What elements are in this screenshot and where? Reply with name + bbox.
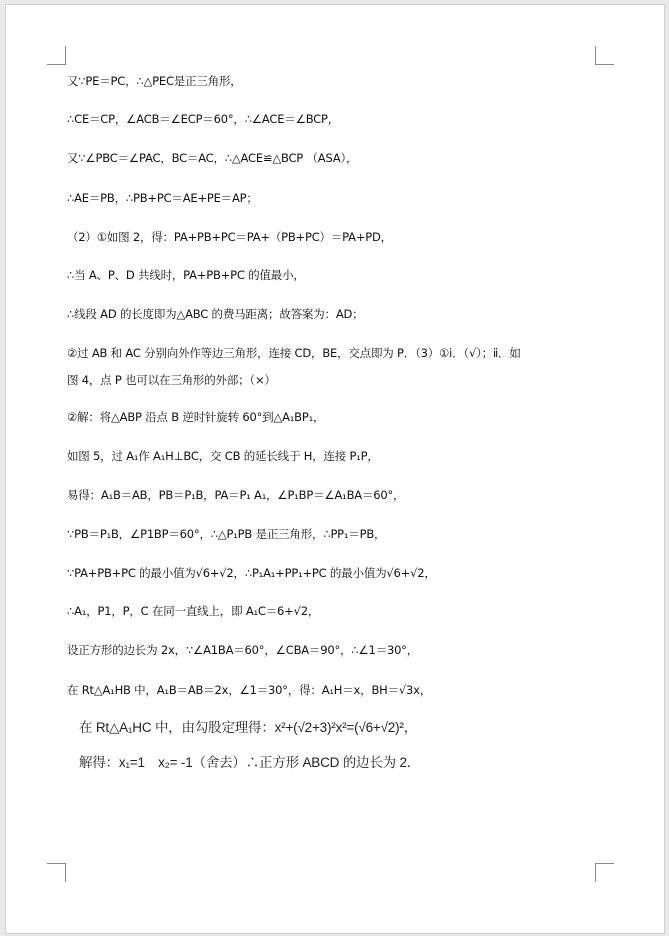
- margin-mark-top-right: [595, 46, 614, 65]
- text-line: 如图 5，过 A₁作 A₁H⊥BC，交 CB 的延长线于 H，连接 P₁P，: [67, 449, 379, 463]
- text-line: 又∵PE＝PC，∴△PEC是正三角形，: [67, 74, 242, 88]
- text-line: 图 4，点 P 也可以在三角形的外部；（×）: [67, 373, 276, 387]
- margin-mark-bottom-left: [47, 863, 66, 882]
- text-line: ∴A₁，P1，P，C 在同一直线上，即 A₁C＝6+√2，: [67, 604, 320, 618]
- text-line: 在 Rt△A₁HC 中，由勾股定理得：x²+(√2+3)²x²=(√6+√2)²，: [79, 720, 418, 735]
- document-page: [5, 4, 665, 934]
- text-line: 解得：x₁=1 x₂= -1（舍去）∴正方形 ABCD 的边长为 2．: [79, 755, 421, 770]
- text-line: ∴AE＝PB，∴PB+PC＝AE+PE＝AP；: [67, 191, 258, 205]
- text-line: ∴当 A、P、D 共线时，PA+PB+PC 的值最小，: [67, 268, 305, 282]
- text-line: ∴CE＝CP，∠ACB＝∠ECP＝60°，∴∠ACE＝∠BCP，: [67, 112, 340, 126]
- text-line: 易得：A₁B＝AB，PB＝P₁B，PA＝P₁ A₁，∠P₁BP＝∠A₁BA＝60°，: [67, 488, 405, 502]
- text-line: ∵PA+PB+PC 的最小值为√6+√2，∴P₁A₁+PP₁+PC 的最小值为√6+√2，: [67, 566, 436, 580]
- text-line: ∴线段 AD 的长度即为△ABC 的费马距离；故答案为：AD；: [67, 307, 364, 321]
- text-line: 在 Rt△A₁HB 中，A₁B＝AB＝2x，∠1＝30°，得：A₁H＝x，BH＝√3x，: [67, 683, 432, 697]
- margin-mark-top-left: [47, 46, 66, 65]
- text-line: （2）①如图 2，得：PA+PB+PC＝PA+（PB+PC）＝PA+PD，: [67, 230, 392, 244]
- text-line: ②解：将△ABP 沿点 B 逆时针旋转 60°到△A₁BP₁，: [67, 410, 325, 424]
- text-line: 又∵∠PBC＝∠PAC，BC＝AC，∴△ACE≌△BCP （ASA），: [67, 151, 358, 165]
- text-line: 设正方形的边长为 2x，∵∠A1BA＝60°，∠CBA＝90°，∴∠1＝30°，: [67, 643, 419, 657]
- text-line: ②过 AB 和 AC 分别向外作等边三角形，连接 CD，BE，交点即为 P．（3）①ⅰ．（√）；ⅱ．如: [67, 346, 521, 360]
- margin-mark-bottom-right: [595, 863, 614, 882]
- text-line: ∵PB＝P₁B，∠P1BP＝60°，∴△P₁PB 是正三角形，∴PP₁＝PB，: [67, 527, 386, 541]
